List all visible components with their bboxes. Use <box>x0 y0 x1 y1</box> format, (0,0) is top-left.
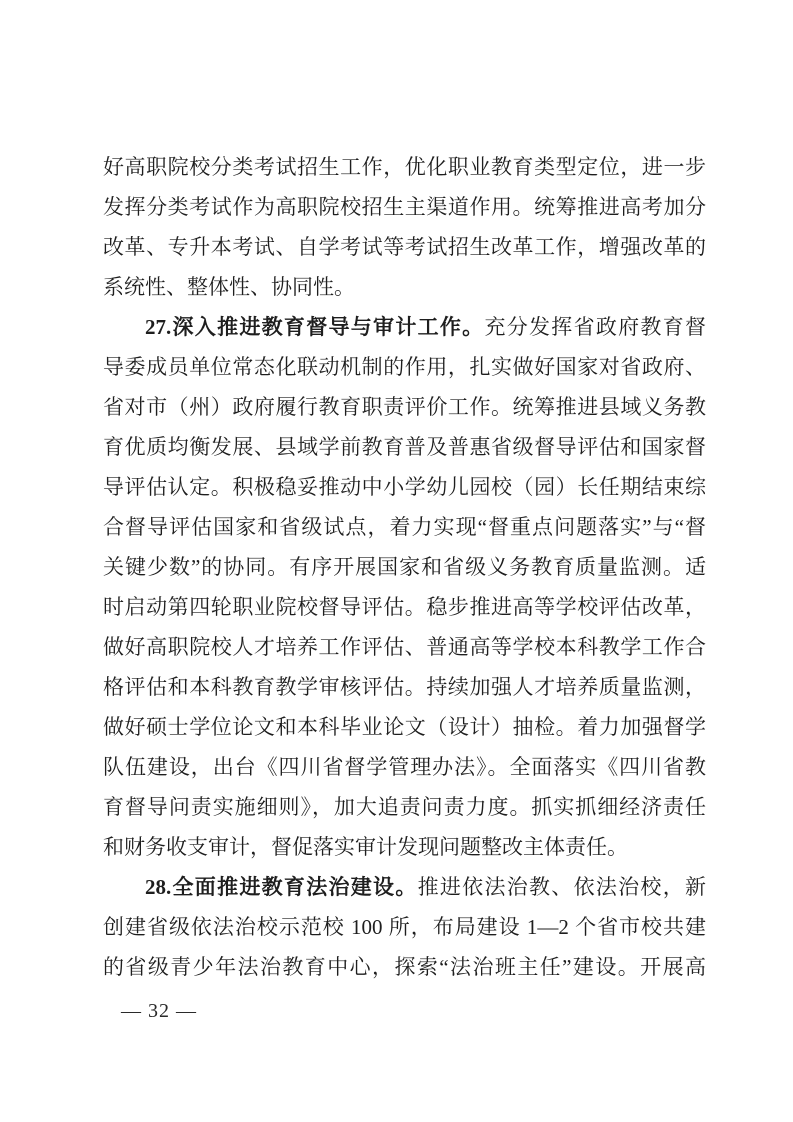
text-line-item-27 <box>103 307 706 347</box>
line-text: 育督导问责实施细则》，加大追责问责力度。抓实抓细经济责任 <box>103 795 706 819</box>
line-text: 做好高职院校人才培养工作评估、普通高等学校本科教学工作合 <box>103 635 706 659</box>
line-text: 格评估和本科教育教学审核评估。持续加强人才培养质量监测， <box>103 675 706 699</box>
line-text: 推进依法治教、依法治校，新 <box>417 875 706 899</box>
text-line <box>103 947 706 987</box>
text-line <box>103 707 706 747</box>
text-line <box>103 467 706 507</box>
line-text: 发挥分类考试作为高职院校招生主渠道作用。统筹推进高考加分 <box>103 195 706 219</box>
line-text: 充分发挥省政府教育督 <box>484 315 706 339</box>
text-line-item-28 <box>103 867 706 907</box>
line-text: 和财务收支审计，督促落实审计发现问题整改主体责任。 <box>103 835 628 859</box>
line-text: 改革、专升本考试、自学考试等考试招生改革工作，增强改革的 <box>103 235 706 259</box>
line-text: 导委成员单位常态化联动机制的作用，扎实做好国家对省政府、 <box>103 355 706 379</box>
text-line <box>103 907 706 947</box>
text-line <box>103 227 706 267</box>
text-line <box>103 267 706 307</box>
line-text: 省对市（州）政府履行教育职责评价工作。统筹推进县域义务教 <box>103 395 706 419</box>
text-line <box>103 187 706 227</box>
line-text: 创建省级依法治校示范校 100 所，布局建设 1—2 个省市校共建 <box>103 915 706 939</box>
text-line <box>103 787 706 827</box>
line-text: 做好硕士学位论文和本科毕业论文（设计）抽检。着力加强督学 <box>103 715 706 739</box>
text-line <box>103 347 706 387</box>
text-line <box>103 427 706 467</box>
line-text: 合督导评估国家和省级试点，着力实现“督重点问题落实”与“督 <box>103 515 706 539</box>
line-text: 育优质均衡发展、县域学前教育普及普惠省级督导评估和国家督 <box>103 435 706 459</box>
document-body <box>103 147 706 987</box>
text-line <box>103 587 706 627</box>
text-line <box>103 667 706 707</box>
line-text: 时启动第四轮职业院校督导评估。稳步推进高等学校评估改革， <box>103 595 706 619</box>
page-number: — 32 — <box>121 1000 197 1022</box>
line-text: 关键少数”的协同。有序开展国家和省级义务教育质量监测。适 <box>103 555 706 579</box>
text-line <box>103 547 706 587</box>
text-line <box>103 507 706 547</box>
line-text: 队伍建设，出台《四川省督学管理办法》。全面落实《四川省教 <box>103 755 706 779</box>
line-text: 的省级青少年法治教育中心，探索“法治班主任”建设。开展高 <box>103 955 706 979</box>
text-line <box>103 147 706 187</box>
line-text: 系统性、整体性、协同性。 <box>103 275 355 299</box>
item-28-heading: 28.全面推进教育法治建设。 <box>145 875 418 899</box>
item-27-heading: 27.深入推进教育督导与审计工作。 <box>145 315 485 339</box>
text-line <box>103 627 706 667</box>
text-line <box>103 827 706 867</box>
line-text: 好高职院校分类考试招生工作，优化职业教育类型定位，进一步 <box>103 155 706 179</box>
line-text: 导评估认定。积极稳妥推动中小学幼儿园校（园）长任期结束综 <box>103 475 706 499</box>
text-line <box>103 387 706 427</box>
text-line <box>103 747 706 787</box>
